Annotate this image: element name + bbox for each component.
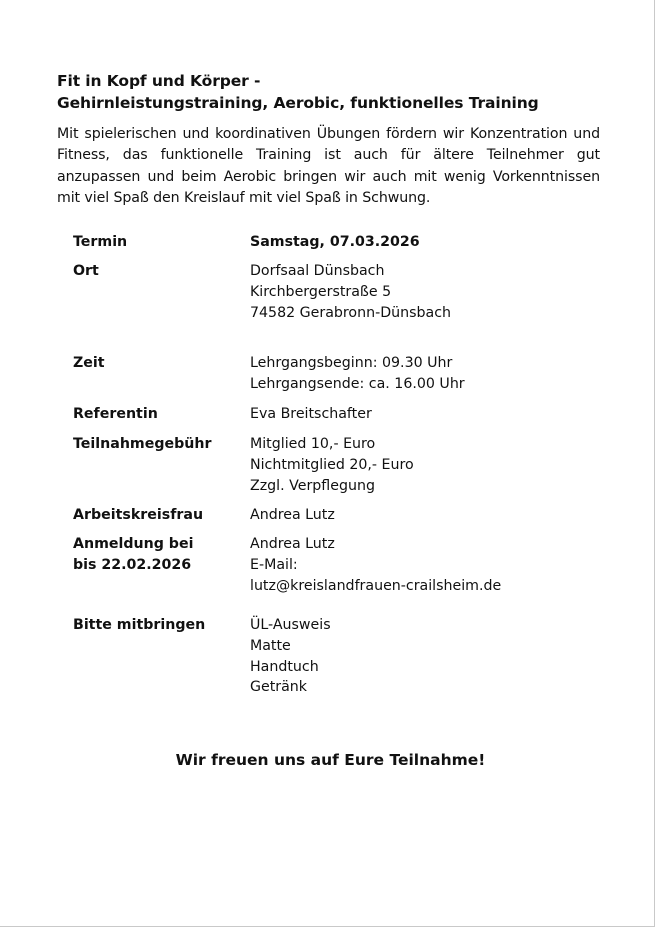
- arbeitskreisfrau-label: Arbeitskreisfrau: [73, 507, 204, 523]
- gebuehr-value: [250, 434, 610, 496]
- mitbringen-item: Matte: [250, 637, 291, 654]
- document-title: [57, 70, 617, 114]
- intro-paragraph: Mit spielerischen und koordinativen Übungen fördern wir Konzentration und Fitness, das funktionelle Training ist auch für ältere Teilnehmer gut anzupassen und beim Aerobic bringen wir auch mit wenig Vorkenntnissen mit viel Spaß den Kreislauf mit viel Spaß in Schwung.: [57, 126, 600, 206]
- title-line-1: Fit in Kopf und Körper -: [57, 72, 261, 90]
- referentin-value: Eva Breitschafter: [250, 406, 372, 422]
- closing-message: Wir freuen uns auf Eure Teilnahme!: [175, 751, 486, 769]
- title-line-2: Gehirnleistungstraining, Aerobic, funktionelles Training: [57, 94, 539, 112]
- ort-line: Kirchbergerstraße 5: [250, 283, 392, 300]
- zeit-line: Lehrgangsbeginn: 09.30 Uhr: [250, 355, 453, 371]
- gebuehr-line: Zzgl. Verpflegung: [250, 477, 375, 494]
- mitbringen-label: Bitte mitbringen: [73, 617, 206, 633]
- ort-label: Ort: [73, 263, 99, 279]
- mitbringen-item: Handtuch: [250, 658, 319, 675]
- zeit-line: Lehrgangsende: ca. 16.00 Uhr: [250, 375, 465, 392]
- anmeldung-deadline: bis 22.02.2026: [73, 556, 192, 573]
- referentin-label: Referentin: [73, 406, 158, 422]
- ort-line: Dorfsaal Dünsbach: [250, 263, 385, 279]
- ort-line: 74582 Gerabronn-Dünsbach: [250, 304, 451, 321]
- anmeldung-label-line: Anmeldung bei: [73, 536, 194, 552]
- mitbringen-item: Getränk: [250, 679, 308, 696]
- arbeitskreisfrau-value: Andrea Lutz: [250, 507, 335, 523]
- gebuehr-line: Nichtmitglied 20,- Euro: [250, 456, 414, 473]
- zeit-value: [250, 353, 610, 395]
- anmeldung-value: [250, 534, 610, 596]
- anmeldung-label: [73, 534, 243, 576]
- anmeldung-email-address: lutz@kreislandfrauen-crailsheim.de: [250, 577, 502, 594]
- anmeldung-email-label: E-Mail:: [250, 556, 298, 573]
- mitbringen-list: [250, 615, 610, 698]
- zeit-label: Zeit: [73, 355, 105, 371]
- termin-value: Samstag, 07.03.2026: [250, 234, 420, 250]
- ort-value: [250, 261, 610, 323]
- gebuehr-line: Mitglied 10,- Euro: [250, 436, 376, 452]
- anmeldung-contact-name: Andrea Lutz: [250, 536, 335, 552]
- termin-label: Termin: [73, 234, 128, 250]
- mitbringen-item: ÜL-Ausweis: [250, 617, 331, 633]
- gebuehr-label: Teilnahmegebühr: [73, 436, 212, 452]
